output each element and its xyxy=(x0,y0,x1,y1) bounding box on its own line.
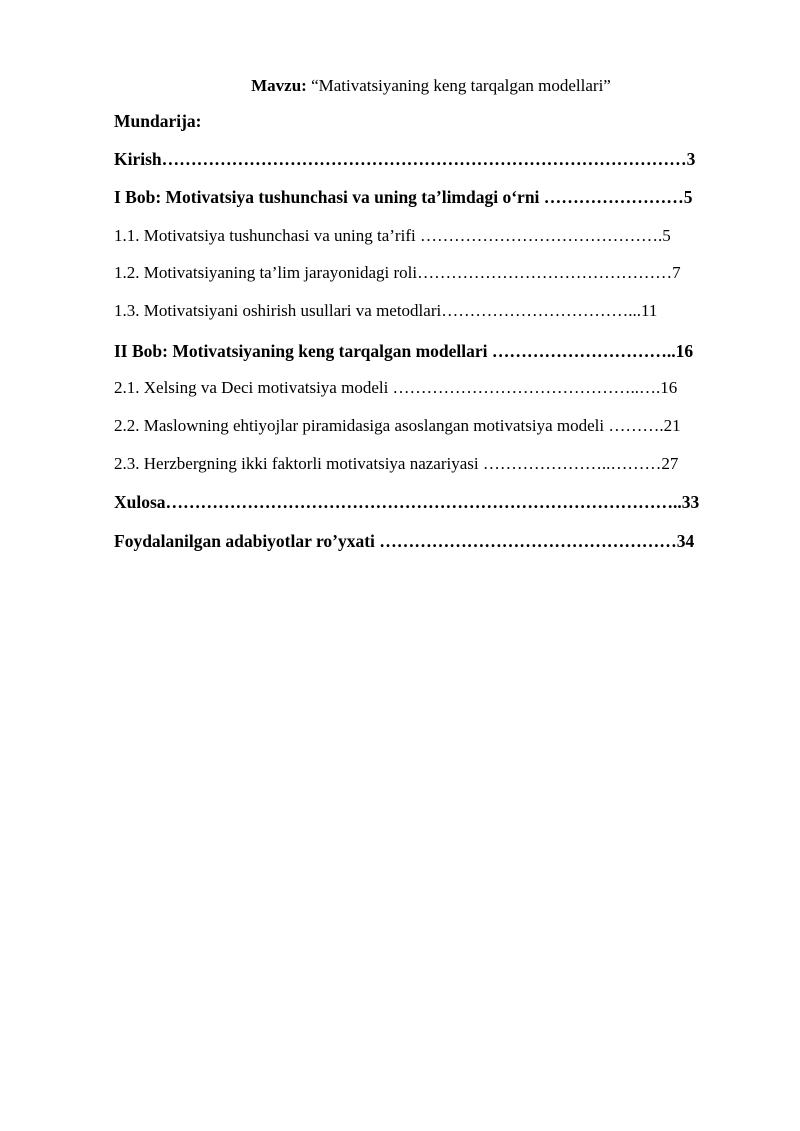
toc-entry-2-2: 2.2. Maslowning ehtiyojlar piramidasiga asoslangan motivatsiya modeli ……….21 xyxy=(114,416,681,435)
topic-title: “Mativatsiyaning keng tarqalgan modellari” xyxy=(306,76,611,95)
topic-label: Mavzu: xyxy=(251,76,307,95)
toc-entry-1-3: 1.3. Motivatsiyani oshirish usullari va metodlari……………………………...11 xyxy=(114,301,658,320)
toc-entry-1-1: 1.1. Motivatsiya tushunchasi va uning ta’rifi …………………………………….5 xyxy=(114,226,671,245)
toc-entry-1-2: 1.2. Motivatsiyaning ta’lim jarayonidagi roli………………………………………7 xyxy=(114,263,681,282)
toc-entry-chapter-2: II Bob: Motivatsiyaning keng tarqalgan modellari …………………………..16 xyxy=(114,341,694,361)
contents-heading: Mundarija: xyxy=(114,111,202,131)
toc-entry-references: Foydalanilgan adabiyotlar ro’yxati ……………………………………………34 xyxy=(114,531,695,551)
document-topic xyxy=(0,75,800,97)
toc-entry-2-3: 2.3. Herzbergning ikki faktorli motivatsiya nazariyasi …………………..………27 xyxy=(114,454,679,473)
toc-entry-xulosa: Xulosa……………………………………………………………………………..33 xyxy=(114,492,700,512)
toc-entry-kirish: Kirish………………………………………………………………………………3 xyxy=(114,149,696,169)
toc-entry-chapter-1: I Bob: Motivatsiya tushunchasi va uning ta’limdagi o‘rni ……………………5 xyxy=(114,187,693,207)
toc-entry-2-1: 2.1. Xelsing va Deci motivatsiya modeli ……………………………………..….16 xyxy=(114,378,678,397)
